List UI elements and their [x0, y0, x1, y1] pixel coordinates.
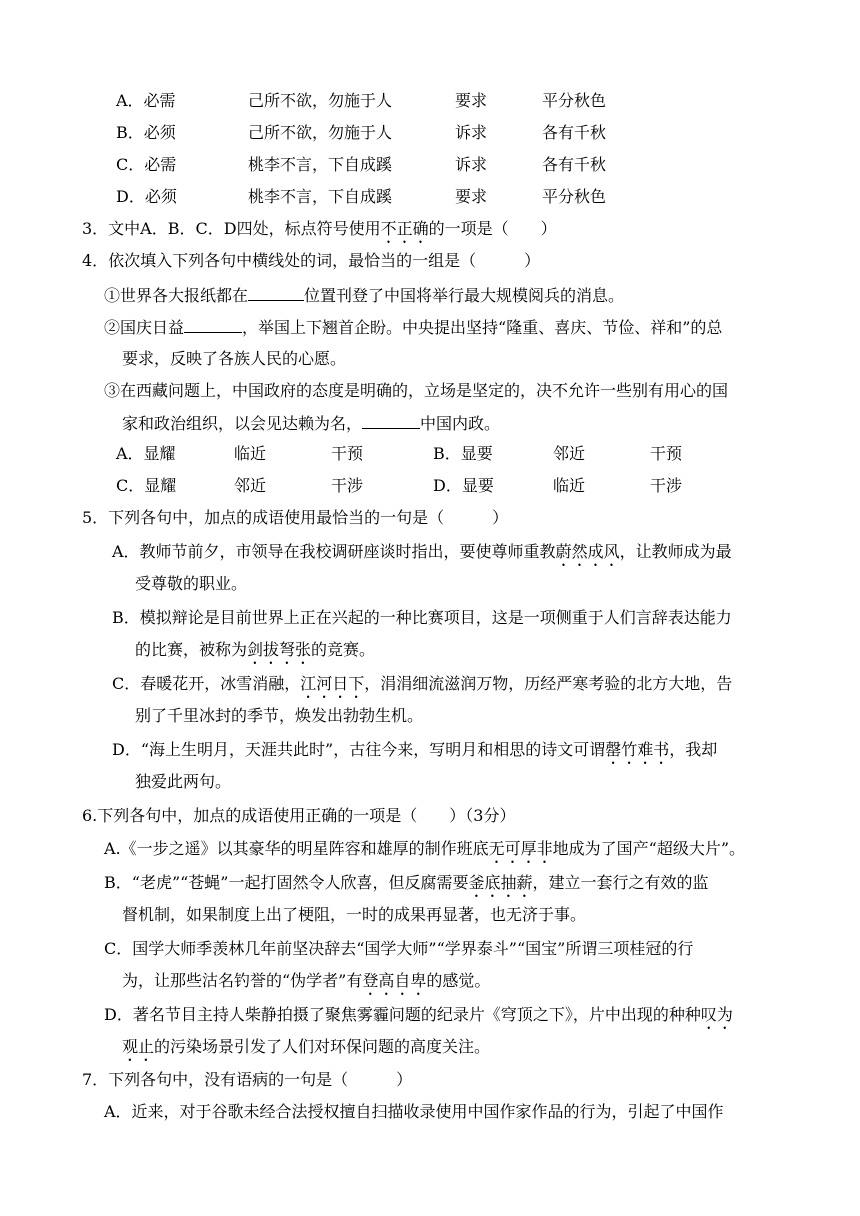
q4-s2-pre: ②国庆日益 — [104, 318, 185, 337]
q6-c-post: 的感觉。 — [426, 971, 491, 990]
q4-s3-post: 中国内政。 — [420, 414, 501, 433]
q5-c-idiom: 江河日下 — [300, 674, 365, 693]
q6-option-a — [104, 838, 745, 867]
q5-c-cont: 别了千里冰封的季节，焕发出勃勃生机。 — [135, 706, 424, 725]
q2-option-c-col2: 桃李不言，下自成蹊 — [248, 155, 393, 174]
q4-option-c-label: C．显耀 — [116, 476, 177, 495]
q6-c-pre: 为，让那些沽名钓誉的“伪学者”有 — [122, 971, 363, 990]
q6-d-idiom-part1: 叹为 — [700, 1005, 733, 1024]
q6-d-post: 的污染场景引发了人们对环保问题的高度关注。 — [154, 1037, 491, 1056]
q4-s3-line1: ③在西藏问题上，中国政府的态度是明确的，立场是坚定的，决不允许一些别有用心的国 — [104, 381, 729, 400]
q6-d-idiom-part2: 观止 — [122, 1037, 155, 1056]
q6-option-b — [104, 872, 709, 901]
q5-d-idiom: 罄竹难书 — [605, 740, 670, 759]
q5-a-idiom: 蔚然成风 — [555, 542, 620, 561]
q7-a-line1: A．近来，对于谷歌未经合法授权擅自扫描收录使用中国作家作品的行为，引起了中国作 — [104, 1102, 724, 1121]
q4-option-c-w3: 干涉 — [331, 476, 364, 495]
q6-b-idiom: 釜底抽薪 — [468, 873, 533, 892]
q4-blank-2[interactable] — [184, 316, 242, 333]
q5-a-post: ，让教师成为最 — [619, 542, 732, 561]
q2-option-a-col4: 平分秋色 — [542, 91, 607, 110]
q4-option-a-w3: 干预 — [331, 444, 364, 463]
q4-sentence-3 — [122, 412, 500, 435]
q5-c-pre: C．春暖花开，冰雪消融， — [112, 674, 301, 693]
q4-s2-post: ，举国上下翘首企盼。中央提出坚持“隆重、喜庆、节俭、祥和”的总 — [242, 318, 723, 337]
q5-d-post: ，我却 — [669, 740, 718, 759]
q6-option-d — [104, 1004, 733, 1033]
q4-sentence-1 — [104, 284, 624, 307]
q4-s3-pre: 家和政治组织，以会见达赖为名， — [122, 414, 363, 433]
q2-option-a-col2: 己所不欲，勿施于人 — [248, 91, 393, 110]
q2-option-b-col4: 各有千秋 — [542, 123, 607, 142]
q5-b-line1: B．模拟辩论是目前世界上正在兴起的一种比赛项目，这是一项侧重于人们言辞表达能力 — [112, 608, 732, 627]
q2-option-b-col2: 己所不欲，勿施于人 — [248, 123, 393, 142]
q5-stem: 5．下列各句中，加点的成语使用最恰当的一句是（ ） — [82, 508, 509, 527]
q6-d-cont — [122, 1036, 490, 1065]
q4-sentence-2 — [104, 316, 722, 339]
q2-option-c-col4: 各有千秋 — [542, 155, 607, 174]
q2-option-b-label: B．必须 — [116, 123, 176, 142]
q6-a-post: 地成为了国产“超级大片”。 — [552, 839, 746, 858]
q5-c-post: ，涓涓细流滋润万物，历经严寒考验的北方大地，告 — [364, 674, 733, 693]
q2-option-d-col3: 要求 — [455, 187, 488, 206]
q5-a-cont: 受尊敬的职业。 — [135, 574, 248, 593]
q6-d-pre: D．著名节目主持人柴静拍摄了聚焦雾霾问题的纪录片《穹顶之下》，片中出现的种种 — [104, 1005, 701, 1024]
q6-option-c — [122, 970, 490, 999]
q6-b-pre: B．“老虎”“苍蝇”一起打固然令人欣喜，但反腐需要 — [104, 873, 469, 892]
q5-option-c — [112, 673, 732, 702]
q4-option-d-w2: 临近 — [553, 476, 586, 495]
q3-dotted-word: 不正确 — [380, 219, 429, 238]
q4-option-b-w3: 干预 — [650, 444, 683, 463]
q2-option-a-label: A．必需 — [116, 91, 176, 110]
q4-option-b-label: B．显要 — [433, 444, 493, 463]
q6-b-cont: 督机制，如果制度上出了梗阻，一时的成果再显著，也无济于事。 — [122, 905, 587, 924]
q4-option-d-label: D．显要 — [433, 476, 494, 495]
q4-s2-cont: 要求，反映了各族人民的心愿。 — [122, 349, 347, 368]
q2-option-b-col3: 诉求 — [455, 123, 488, 142]
q4-s1-post: 位置刊登了中国将举行最大规模阅兵的消息。 — [304, 286, 625, 305]
q5-b-pre: 的比赛，被称为 — [135, 640, 248, 659]
q2-option-a-col3: 要求 — [455, 91, 488, 110]
q5-b-post: 的竞赛。 — [311, 640, 376, 659]
q7-stem: 7．下列各句中，没有语病的一句是（ ） — [82, 1070, 413, 1089]
q6-c-line1: C．国学大师季羡林几年前坚决辞去“国学大师”“学界泰斗”“国宝”所谓三项桂冠的行 — [104, 939, 694, 958]
q5-a-pre: A．教师节前夕，市领导在我校调研座谈时指出，要使尊师重教 — [112, 542, 556, 561]
q6-c-idiom: 登高自卑 — [362, 971, 427, 990]
q4-blank-3[interactable] — [362, 412, 420, 429]
q6-a-pre: A.《一步之遥》以其豪华的明星阵容和雄厚的制作班底 — [104, 839, 489, 858]
q5-option-b — [135, 639, 375, 668]
q2-option-d-label: D．必须 — [116, 187, 177, 206]
q4-option-c-w2: 邻近 — [234, 476, 267, 495]
q6-stem: 6.下列各句中，加点的成语使用正确的一项是（ ）（3分） — [82, 806, 516, 825]
q5-option-d — [112, 739, 717, 768]
q6-a-idiom: 无可厚非 — [488, 839, 553, 858]
q5-d-cont: 独爱此两句。 — [135, 772, 232, 791]
q3-text-post: 的一项是（ ） — [428, 219, 557, 238]
q3-text-pre: 3．文中A．B．C．D四处，标点符号使用 — [82, 219, 381, 238]
q4-option-a-w2: 临近 — [234, 444, 267, 463]
q2-option-c-col3: 诉求 — [455, 155, 488, 174]
q4-option-d-w3: 干涉 — [650, 476, 683, 495]
q2-option-d-col4: 平分秋色 — [542, 187, 607, 206]
q5-option-a — [112, 541, 732, 570]
q4-option-b-w2: 邻近 — [553, 444, 586, 463]
q4-option-a-label: A．显耀 — [116, 444, 176, 463]
q4-s1-pre: ①世界各大报纸都在 — [104, 286, 249, 305]
q5-b-idiom: 剑拔弩张 — [247, 640, 312, 659]
q2-option-d-col2: 桃李不言，下自成蹊 — [248, 187, 393, 206]
q6-b-post: ，建立一套行之有效的监 — [532, 873, 709, 892]
q4-blank-1[interactable] — [248, 284, 304, 301]
q4-stem: 4．依次填入下列各句中横线处的词，最恰当的一组是（ ） — [82, 251, 541, 270]
q5-d-pre: D．“海上生明月，天涯共此时”，古往今来，写明月和相思的诗文可谓 — [112, 740, 606, 759]
q3-stem — [82, 218, 557, 247]
q2-option-c-label: C．必需 — [116, 155, 177, 174]
